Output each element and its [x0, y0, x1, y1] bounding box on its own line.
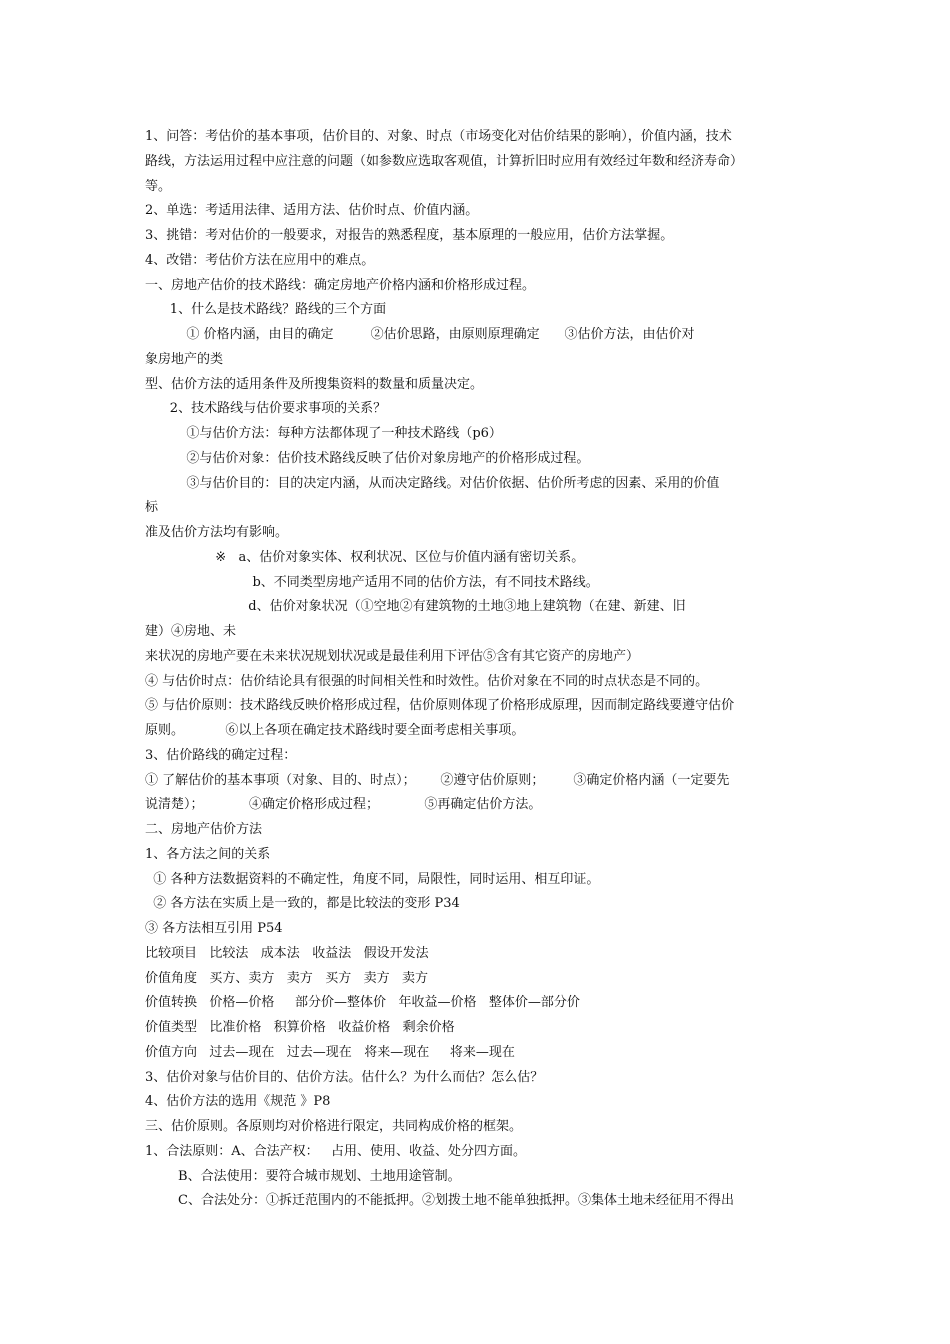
text-line: 4、改错：考估价方法在应用中的难点。	[145, 252, 375, 268]
text-line: 2、技术路线与估价要求事项的关系？	[145, 401, 387, 417]
text-line: ③与估价目的：目的决定内涵，从而决定路线。对估价依据、估价所考虑的因素、采用的价值	[145, 475, 720, 491]
text-line: B、合法使用：要符合城市规划、土地用途管制。	[145, 1168, 461, 1184]
text-line: 4、估价方法的选用《规范 》P8	[145, 1094, 331, 1110]
text-line: 三、估价原则。各原则均对价格进行限定，共同构成价格的框架。	[145, 1119, 523, 1134]
text-line: 原则。 ⑥以上各项在确定技术路线时要全面考虑相关事项。	[145, 723, 525, 738]
text-line: ④ 与估价时点：估价结论具有很强的时间相关性和时效性。估价对象在不同的时点状态是不同的。	[145, 673, 709, 689]
text-line: 价值转换 价格—价格 部分价—整体价 年收益—价格 整体价—部分价	[145, 995, 580, 1011]
text-line: 3、估价对象与估价目的、估价方法。估什么？为什么而估？怎么估？	[145, 1069, 544, 1085]
text-line: ① 各种方法数据资料的不确定性，角度不同，局限性，同时运用、相互印证。	[145, 871, 600, 887]
text-line: 价值类型 比准价格 积算价格 收益价格 剩余价格	[145, 1020, 455, 1035]
text-line: 3、挑错：考对估价的一般要求，对报告的熟悉程度，基本原理的一般应用，估价方法掌握。	[145, 228, 674, 243]
text-line: 象房地产的类	[145, 351, 224, 367]
text-line: 说清楚）； ④确定价格形成过程； ⑤再确定估价方法。	[145, 797, 542, 813]
text-line: ① 价格内涵，由目的确定 ②估价思路，由原则原理确定 ③估价方法，由估价对	[145, 327, 695, 342]
text-line: 比较项目 比较法 成本法 收益法 假设开发法	[145, 945, 429, 961]
text-line: ① 了解估价的基本事项（对象、目的、时点）； ②遵守估价原则； ③确定价格内涵（一定要先	[145, 772, 730, 788]
document-page	[145, 125, 810, 1214]
text-line: 型、估价方法的适用条件及所搜集资料的数量和质量决定。	[145, 376, 484, 392]
text-line: ⑤ 与估价原则：技术路线反映价格形成过程，估价原则体现了价格形成原理，因而制定路线要遵守估价	[145, 698, 735, 714]
text-line: b、不同类型房地产适用不同的估价方法，有不同技术路线。	[145, 574, 599, 590]
text-line: 建）④房地、未	[145, 624, 237, 639]
text-line: 1、各方法之间的关系	[145, 846, 271, 862]
text-line: ② 各方法在实质上是一致的，都是比较法的变形 P34	[145, 896, 460, 912]
text-line: 1、合法原则：A、合法产权： 占用、使用、收益、处分四方面。	[145, 1143, 527, 1159]
text-line: 1、什么是技术路线？路线的三个方面	[145, 302, 387, 318]
text-line: 路线，方法运用过程中应注意的问题（如参数应选取客观值，计算折旧时应用有效经过年数和经济寿命）	[145, 153, 744, 169]
text-line: 标	[145, 500, 159, 516]
text-line: C、合法处分：①拆迁范围内的不能抵押。②划拨土地不能单独抵押。③集体土地未经征用不得出	[145, 1193, 735, 1209]
text-line: 来状况的房地产要在未来状况规划状况或是最佳利用下评估⑤含有其它资产的房地产）	[145, 648, 640, 664]
text-line: ※ a、估价对象实体、权利状况、区位与价值内涵有密切关系。	[145, 549, 585, 565]
text-line: 2、单选：考适用法律、适用方法、估价时点、价值内涵。	[145, 203, 479, 219]
text-line: 3、估价路线的确定过程：	[145, 747, 297, 763]
text-line: 1、问答：考估价的基本事项，估价目的、对象、时点（市场变化对估价结果的影响），价值内涵，技术	[145, 129, 732, 144]
text-line: 准及估价方法均有影响。	[145, 525, 289, 540]
text-line: 等。	[145, 178, 172, 194]
text-line: 一、房地产估价的技术路线：确定房地产价格内涵和价格形成过程。	[145, 277, 536, 293]
text-line: ③ 各方法相互引用 P54	[145, 921, 283, 936]
text-line: d、估价对象状况（①空地②有建筑物的土地③地上建筑物（在建、新建、旧	[145, 599, 686, 615]
text-line: 价值角度 买方、卖方 卖方 买方 卖方 卖方	[145, 970, 428, 986]
text-line: ②与估价对象：估价技术路线反映了估价对象房地产的价格形成过程。	[145, 450, 590, 466]
text-line: ①与估价方法：每种方法都体现了一种技术路线（p6）	[145, 426, 502, 441]
text-line: 二、房地产估价方法	[145, 822, 263, 837]
text-line: 价值方向 过去—现在 过去—现在 将来—现在 将来—现在	[145, 1044, 515, 1060]
